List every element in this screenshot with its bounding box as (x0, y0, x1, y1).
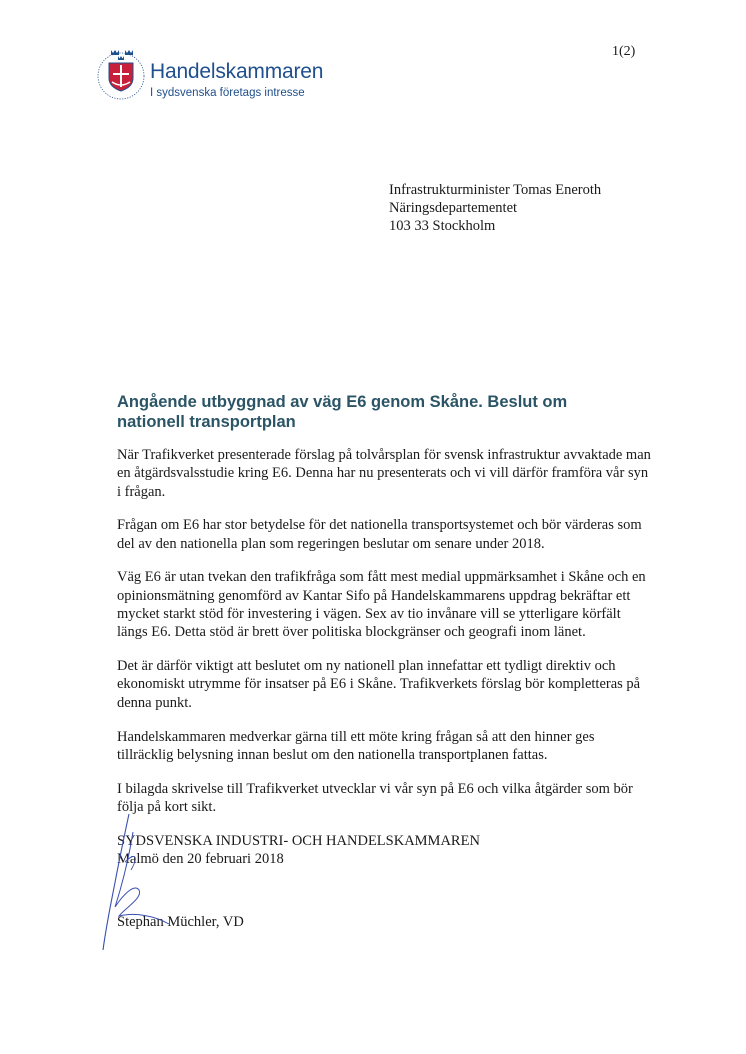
page-number: 1(2) (612, 44, 636, 59)
recipient-line: Infrastrukturminister Tomas Eneroth (389, 182, 602, 198)
letter-subject: Angående utbyggnad av väg E6 genom Skåne. Beslut om nationell transportplan (117, 393, 568, 431)
recipient-line: Näringsdepartementet (389, 200, 518, 216)
recipient-address (389, 181, 601, 235)
closing-block (117, 832, 480, 868)
signer-name: Stephan Müchler, VD (117, 914, 244, 930)
body-paragraph: I bilagda skrivelse till Trafikverket utvecklar vi vår syn på E6 och vilka åtgärder som bör följa på kort sikt. (117, 780, 633, 815)
chamber-emblem-icon (96, 46, 146, 102)
sender-organization: SYDSVENSKA INDUSTRI- OCH HANDELSKAMMAREN (117, 833, 480, 849)
body-paragraph: Det är därför viktigt att beslutet om ny nationell plan innefattar ett tydligt direktiv och ekonomiskt utrymme för insatser på E6 i Skåne. Trafikverkets förslag bör kompletteras på denna punkt. (117, 658, 641, 711)
body-paragraph: Handelskammaren medverkar gärna till ett möte kring frågan så att den hinner ges tillräcklig belysning innan beslut om den nationella transportplanen fattas. (117, 728, 595, 763)
letter-body (117, 446, 652, 832)
recipient-line: 103 33 Stockholm (389, 218, 496, 234)
place-and-date: Malmö den 20 februari 2018 (117, 851, 284, 867)
body-paragraph: Väg E6 är utan tvekan den trafikfråga som fått mest medial uppmärksamhet i Skåne och en opinionsmätning genomförd av Kantar Sifo på Handelskammarens uppdrag bekräftar ett mycket starkt stöd för investering i vägen. Sex av tio invånare vill se ytterligare körfält längs E6. Detta stöd är brett över politiska blockgränser och geografi inom länet. (117, 569, 646, 641)
body-paragraph: När Trafikverket presenterade förslag på tolvårsplan för svensk infrastruktur avvaktade man en åtgärdsvalsstudie kring E6. Denna har nu presenterats och vi vill därför framföra vår syn i frågan. (117, 447, 651, 500)
logo-tagline: I sydsvenska företags intresse (150, 87, 305, 99)
logo-name: Handelskammaren (150, 60, 324, 83)
body-paragraph: Frågan om E6 har stor betydelse för det nationella transportsystemet och bör värderas som del av den nationella plan som regeringen beslutar om senare under 2018. (117, 517, 642, 552)
company-logo (96, 46, 336, 106)
